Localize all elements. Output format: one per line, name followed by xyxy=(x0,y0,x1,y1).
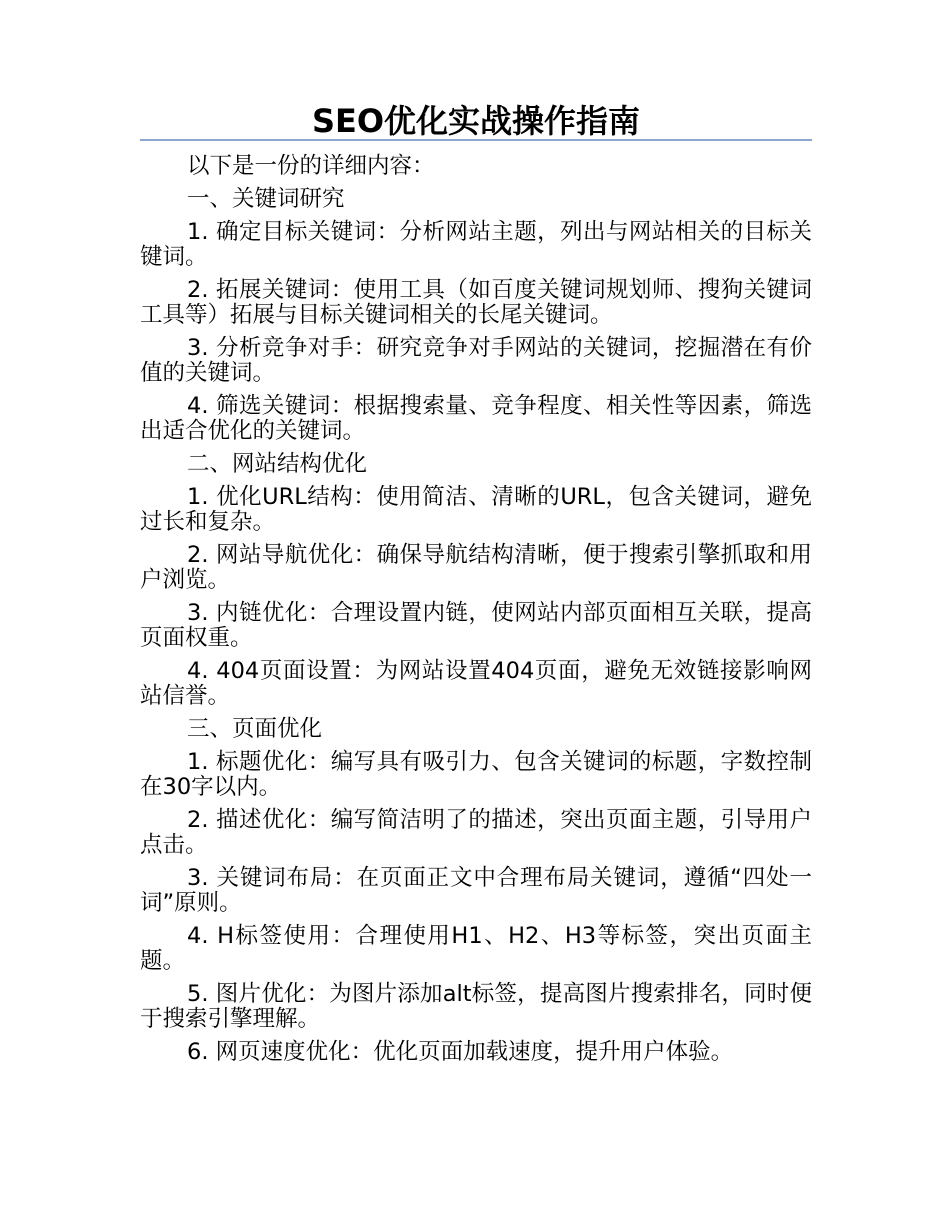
section-heading-1: 一、关键词研究 xyxy=(187,186,345,212)
document-body xyxy=(140,154,812,1065)
intro-paragraph: 以下是一份的详细内容： xyxy=(187,153,435,179)
section-heading-3: 三、页面优化 xyxy=(187,716,323,742)
paragraph: 3. 内链优化：合理设置内链，使网站内部页面相互关联，提高页面权重。 xyxy=(140,600,812,651)
paragraph: 5. 图片优化：为图片添加alt标签，提高图片搜索排名，同时便于搜索引擎理解。 xyxy=(140,981,812,1032)
document-page xyxy=(140,100,812,1073)
paragraph: 3. 分析竞争对手：研究竞争对手网站的关键词，挖掘潜在有价值的关键词。 xyxy=(140,335,812,386)
paragraph: 3. 关键词布局：在页面正文中合理布局关键词，遵循“四处一词”原则。 xyxy=(140,865,812,916)
paragraph: 6. 网页速度优化：优化页面加载速度，提升用户体验。 xyxy=(187,1039,734,1065)
paragraph: 2. 网站导航优化：确保导航结构清晰，便于搜索引擎抓取和用户浏览。 xyxy=(140,542,812,593)
paragraph: 1. 标题优化：编写具有吸引力、包含关键词的标题，字数控制在30字以内。 xyxy=(140,749,812,800)
paragraph: 4. 404页面设置：为网站设置404页面，避免无效链接影响网站信誉。 xyxy=(140,658,812,709)
document-title: SEO优化实战操作指南 xyxy=(311,102,641,140)
paragraph: 4. H标签使用：合理使用H1、H2、H3等标签，突出页面主题。 xyxy=(140,923,812,974)
paragraph: 2. 描述优化：编写简洁明了的描述，突出页面主题，引导用户点击。 xyxy=(140,807,812,858)
paragraph: 1. 优化URL结构：使用简洁、清晰的URL，包含关键词，避免过长和复杂。 xyxy=(140,484,812,535)
paragraph: 1. 确定目标关键词：分析网站主题，列出与网站相关的目标关键词。 xyxy=(140,219,812,270)
paragraph: 2. 拓展关键词：使用工具（如百度关键词规划师、搜狗关键词工具等）拓展与目标关键词相关的长尾关键词。 xyxy=(140,277,812,328)
title-underline xyxy=(140,139,812,141)
paragraph: 4. 筛选关键词：根据搜索量、竞争程度、相关性等因素，筛选出适合优化的关键词。 xyxy=(140,393,812,444)
title-block xyxy=(140,100,812,142)
section-heading-2: 二、网站结构优化 xyxy=(187,451,368,477)
